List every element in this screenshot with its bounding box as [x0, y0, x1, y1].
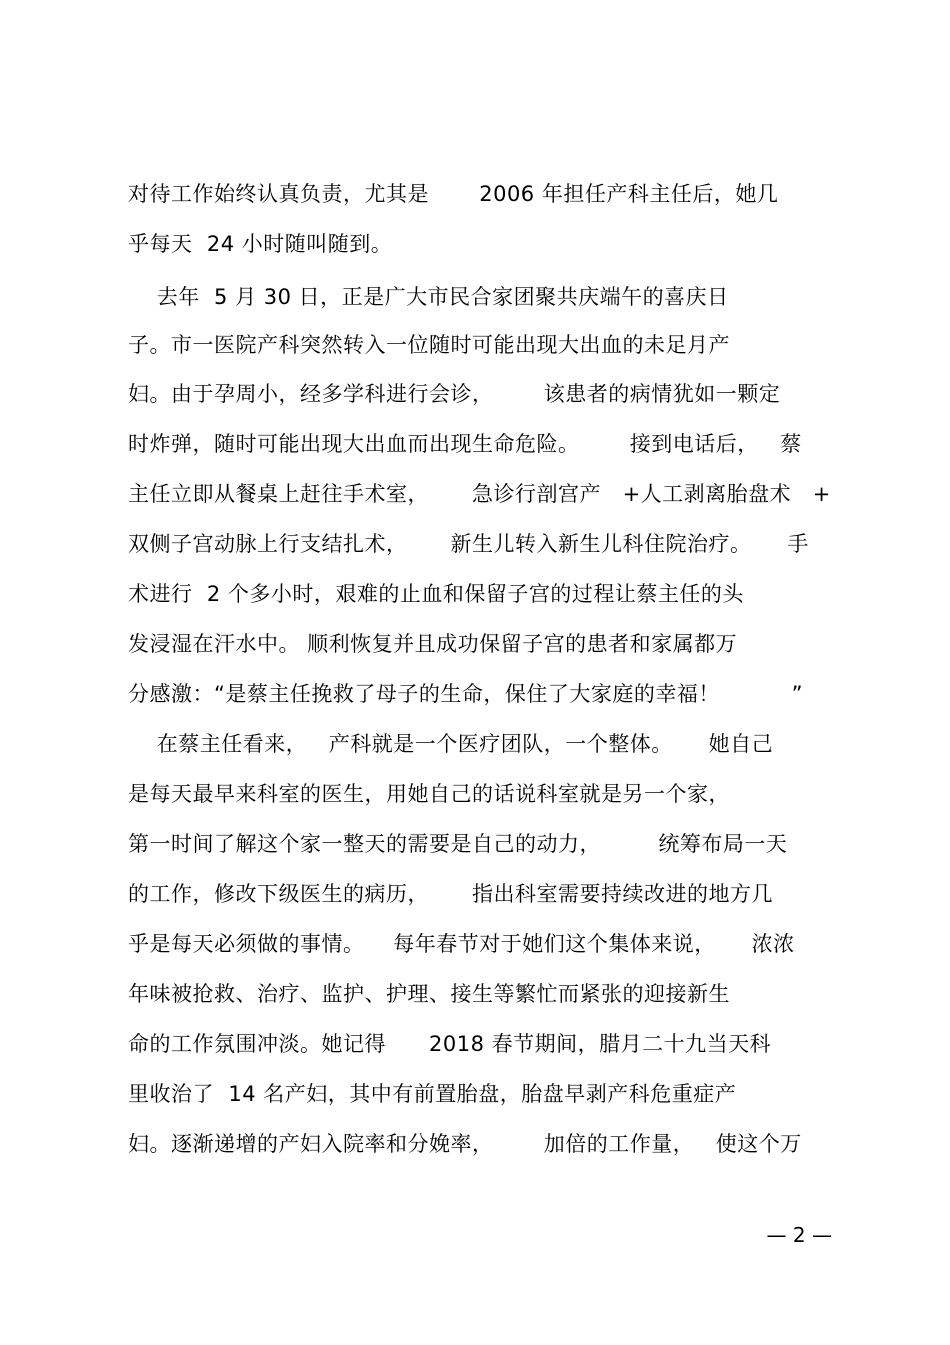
text-line: 发浸湿在汗水中。 顺利恢复并且成功保留子宫的患者和家属都万 — [128, 632, 738, 656]
text-line: 时炸弹，随时可能出现大出血而出现生命危险。 接到电话后， 蔡 — [128, 432, 802, 456]
text-line: 主任立即从餐桌上赶往手术室， 急诊行剖宫产 +人工剥离胎盘术 + — [128, 482, 831, 506]
text-line: 乎是每天必须做的事情。 每年春节对于她们这个集体来说， 浓浓 — [128, 932, 795, 956]
text-line: 第一时间了解这个家一整天的需要是自己的动力， 统筹布局一天 — [128, 832, 788, 856]
text-line: 里收治了 14 名产妇，其中有前置胎盘，胎盘早剥产科危重症产 — [128, 1082, 737, 1106]
text-line: 分感激：“是蔡主任挽救了母子的生命，保住了大家庭的幸福！ ” — [128, 682, 804, 706]
text-line: 子。市一医院产科突然转入一位随时可能出现大出血的未足月产 — [128, 333, 730, 357]
text-line: 命的工作氛围冲淡。她记得 2018 春节期间，腊月二十九当天科 — [128, 1032, 772, 1056]
text-line: 的工作，修改下级医生的病历， 指出科室需要持续改进的地方几 — [128, 882, 774, 906]
text-line: 对待工作始终认真负责，尤其是 2006 年担任产科主任后，她几 — [128, 182, 779, 206]
text-line: 双侧子宫动脉上行支结扎术， 新生儿转入新生儿科住院治疗。 手 — [128, 532, 809, 556]
text-line: 术进行 2 个多小时，艰难的止血和保留子宫的过程让蔡主任的头 — [128, 582, 744, 606]
text-line: 妇。逐渐递增的产妇入院率和分娩率， 加倍的工作量， 使这个万 — [128, 1132, 802, 1156]
text-line: 在蔡主任看来， 产科就是一个医疗团队，一个整体。 她自己 — [128, 732, 774, 756]
text-line: 是每天最早来科室的医生，用她自己的话说科室就是另一个家， — [128, 782, 730, 806]
text-line: 年味被抢救、治疗、监护、护理、接生等繁忙而紧张的迎接新生 — [128, 982, 730, 1006]
text-line: 去年 5 月 30 日，正是广大市民合家团聚共庆端午的喜庆日 — [128, 285, 729, 309]
page-number: — 2 — — [766, 1223, 832, 1247]
text-line: 妇。由于孕周小，经多学科进行会诊， 该患者的病情犹如一颗定 — [128, 382, 781, 406]
text-line: 乎每天 24 小时随叫随到。 — [128, 232, 393, 256]
